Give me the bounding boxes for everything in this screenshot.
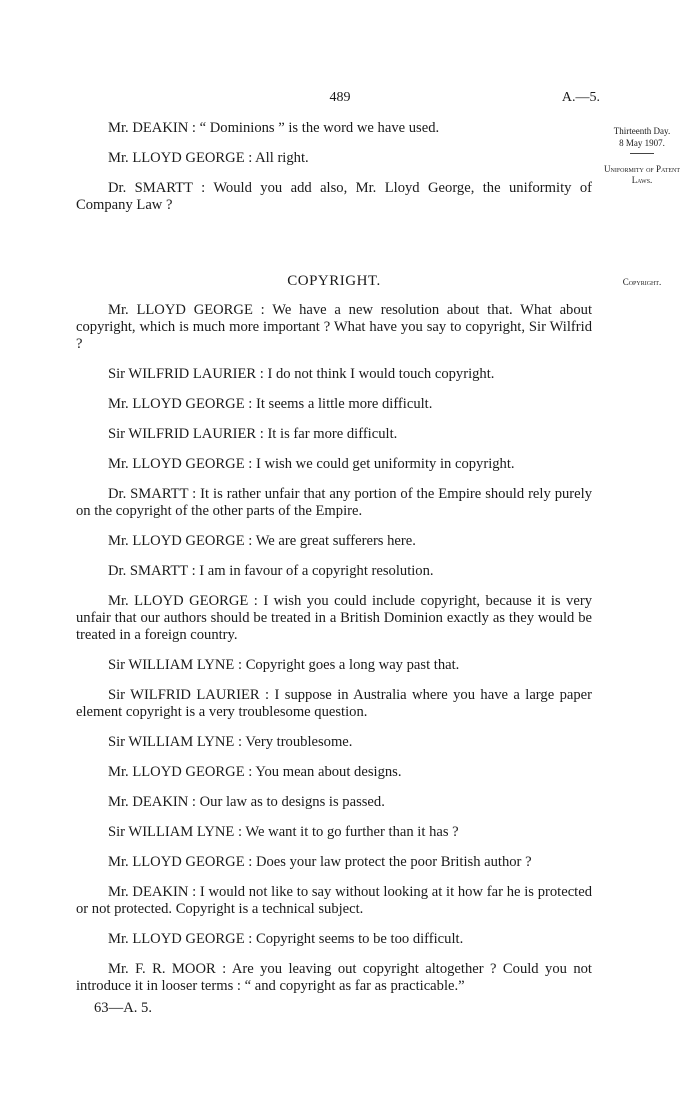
paragraph: Mr. DEAKIN : Our law as to designs is passed. <box>108 794 385 810</box>
margin-note-topic-patent: Uniformity of Patent Laws. <box>604 164 681 185</box>
paragraph: Mr. F. R. MOOR : Are you leaving out copyright altogether ? Could you not introduce it in looser terms : “ and copyright as far as practicable.” <box>76 961 592 994</box>
paragraph: Sir WILLIAM LYNE : We want it to go further than it has ? <box>108 824 459 840</box>
paragraph: Mr. DEAKIN : I would not like to say without looking at it how far he is protected or not protected. Copyright is a technical subject. <box>76 884 592 917</box>
section-heading: COPYRIGHT. <box>287 273 381 289</box>
paragraph: Mr. LLOYD GEORGE : It seems a little more difficult. <box>108 396 433 412</box>
paragraph: Sir WILLIAM LYNE : Copyright goes a long way past that. <box>108 657 460 673</box>
margin-note-date: 8 May 1907. <box>619 138 665 148</box>
paragraph: Mr. LLOYD GEORGE : We are great sufferers here. <box>108 533 416 549</box>
paragraph: Mr. LLOYD GEORGE : You mean about designs. <box>108 764 402 780</box>
signature-mark: 63—A. 5. <box>94 1000 152 1016</box>
paragraph: Mr. LLOYD GEORGE : I wish you could include copyright, because it is very unfair that our authors should be treated in a British Dominion exactly as they would be treated in a foreign country. <box>76 593 592 643</box>
paragraph: Sir WILFRID LAURIER : I do not think I would touch copyright. <box>108 366 495 382</box>
paragraph: Mr. LLOYD GEORGE : All right. <box>108 150 309 166</box>
page-number: 489 <box>329 90 351 105</box>
margin-note-divider <box>604 150 680 157</box>
paragraph: Dr. SMARTT : Would you add also, Mr. Lloyd George, the uniformity of Company Law ? <box>76 180 592 213</box>
paragraph: Mr. LLOYD GEORGE : We have a new resolution about that. What about copyright, which is much more important ? What have you say to copyright, Sir Wilfrid ? <box>76 302 592 352</box>
paragraph: Dr. SMARTT : I am in favour of a copyright resolution. <box>108 563 434 579</box>
paragraph: Mr. LLOYD GEORGE : Copyright seems to be too difficult. <box>108 931 464 947</box>
paragraph: Mr. LLOYD GEORGE : Does your law protect the poor British author ? <box>108 854 532 870</box>
paragraph: Sir WILLIAM LYNE : Very troublesome. <box>108 734 353 750</box>
margin-note-topic-copyright: Copyright. <box>622 277 662 287</box>
page-reference: A.—5. <box>561 90 600 105</box>
paragraph: Dr. SMARTT : It is rather unfair that any portion of the Empire should rely purely on the copyright of the other parts of the Empire. <box>76 486 592 519</box>
paragraph: Sir WILFRID LAURIER : It is far more difficult. <box>108 426 398 442</box>
margin-note-day: Thirteenth Day. <box>613 126 671 136</box>
text-block-main <box>76 302 592 995</box>
paragraph: Mr. DEAKIN : “ Dominions ” is the word we have used. <box>108 120 440 136</box>
text-block-top <box>76 120 592 214</box>
paragraph: Sir WILFRID LAURIER : I suppose in Australia where you have a large paper element copyright is a very troublesome question. <box>76 687 592 720</box>
paragraph: Mr. LLOYD GEORGE : I wish we could get uniformity in copyright. <box>108 456 515 472</box>
